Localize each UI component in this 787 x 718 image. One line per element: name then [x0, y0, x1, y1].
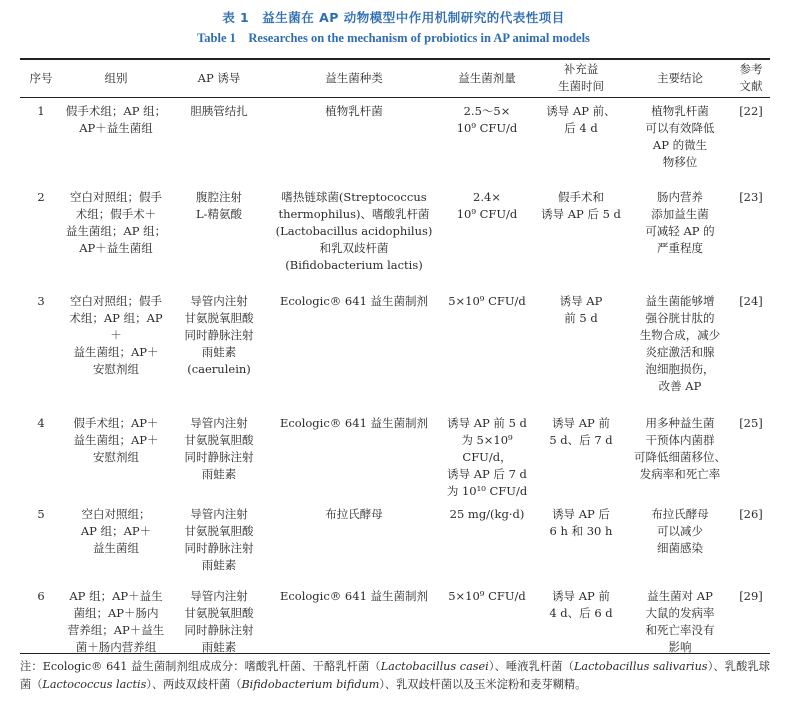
footnote-species-casei: Lactobacillus casei — [380, 660, 489, 673]
table-row — [20, 409, 770, 500]
header-induction: AP 诱导 — [197, 70, 241, 85]
table-caption-cn: 表 1 益生菌在 AP 动物模型中作用机制研究的代表性项目 — [222, 10, 565, 25]
cell-ref: [29] — [739, 589, 763, 603]
cell-induction: 导管内注射 甘氨脱氧胆酸 同时静脉注射 雨蛙素 — [184, 416, 254, 481]
cell-no: 3 — [37, 294, 45, 308]
footnote-text: ）、两歧双歧杆菌（ — [146, 677, 242, 691]
table-row — [20, 97, 770, 183]
cell-dose: 5×10⁹ CFU/d — [448, 294, 526, 308]
header-conclusion: 主要结论 — [657, 70, 703, 85]
cell-no: 4 — [37, 416, 45, 430]
table-footnote — [20, 658, 770, 693]
cell-conclusion: 肠内营养 添加益生菌 可减轻 AP 的 严重程度 — [645, 190, 715, 255]
header-group: 组别 — [104, 70, 128, 85]
cell-species: Ecologic® 641 益生菌制剂 — [279, 589, 429, 603]
cell-conclusion: 植物乳杆菌 可以有效降低 AP 的微生 物移位 — [645, 104, 715, 169]
header-dose: 益生菌剂量 — [458, 70, 516, 85]
cell-group: 空白对照组；假手 术组；假手术＋ 益生菌组；AP 组； AP＋益生菌组 — [65, 190, 167, 255]
cell-species: 嗜热链球菌(Streptococcus thermophilus)、嗜酸乳杆菌 (Lactobacillus acidophilus) 和乳双歧杆菌 (Bifidobacterium lactis) — [275, 190, 433, 272]
cell-no: 6 — [37, 589, 45, 603]
cell-species: Ecologic® 641 益生菌制剂 — [279, 294, 429, 308]
cell-no: 5 — [37, 507, 45, 521]
cell-group: AP 组；AP＋益生 菌组；AP＋肠内 营养组；AP＋益生 菌＋肠内营养组 — [67, 589, 165, 654]
cell-group: 假手术组；AP＋ 益生菌组；AP＋ 安慰剂组 — [73, 416, 159, 464]
cell-time: 诱导 AP 后 6 h 和 30 h — [549, 507, 613, 538]
cell-conclusion: 益生菌对 AP 大鼠的发病率 和死亡率没有 影响 — [645, 589, 715, 654]
cell-dose: 诱导 AP 前 5 d 为 5×10⁹ CFU/d， 诱导 AP 后 7 d 为 10¹⁰ CFU/d — [446, 416, 528, 498]
cell-time: 诱导 AP 前、 后 4 d — [546, 104, 616, 135]
cell-species: 植物乳杆菌 — [325, 104, 383, 118]
cell-conclusion: 用多种益生菌 干预体内菌群 可降低细菌移位、 发病率和死亡率 — [634, 416, 726, 481]
cell-ref: [26] — [739, 507, 763, 521]
cell-species: Ecologic® 641 益生菌制剂 — [279, 416, 429, 430]
cell-time: 假手术和 诱导 AP 后 5 d — [541, 190, 621, 221]
cell-induction: 导管内注射 甘氨脱氧胆酸 同时静脉注射 雨蛙素 (caerulein) — [184, 294, 254, 376]
cell-dose: 5×10⁹ CFU/d — [448, 589, 526, 603]
cell-ref: [22] — [739, 104, 763, 118]
cell-time: 诱导 AP 前 4 d、后 6 d — [549, 589, 613, 620]
table-row — [20, 183, 770, 287]
header-species: 益生菌种类 — [325, 70, 383, 85]
footnote-text: ）、乳双歧杆菌以及玉米淀粉和麦芽糊精。 — [379, 677, 587, 691]
cell-no: 2 — [37, 190, 45, 204]
cell-conclusion: 布拉氏酵母 可以减少 细菌感染 — [651, 507, 709, 555]
cell-group: 空白对照组；假手 术组；AP 组；AP＋ 益生菌组；AP＋ 安慰剂组 — [69, 294, 163, 376]
header-time: 补充益 生菌时间 — [558, 62, 604, 93]
cell-induction: 腹腔注射 L-精氨酸 — [195, 190, 243, 221]
cell-time: 诱导 AP 前 5 d、后 7 d — [549, 416, 613, 447]
cell-ref: [23] — [739, 190, 763, 204]
footnote-species-bifidum: Bifidobacterium bifidum — [241, 677, 380, 691]
table-row — [20, 582, 770, 662]
cell-induction: 导管内注射 甘氨脱氧胆酸 同时静脉注射 雨蛙素 — [184, 507, 254, 572]
cell-ref: [25] — [739, 416, 763, 430]
table-row — [20, 500, 770, 582]
header-row — [20, 59, 770, 97]
footnote-species-salivarius: Lactobacillus salivarius — [574, 660, 708, 673]
probiotics-table — [20, 59, 770, 662]
cell-dose: 2.4× 10⁹ CFU/d — [456, 190, 518, 221]
cell-dose: 25 mg/(kg·d) — [449, 507, 525, 521]
cell-group: 假手术组；AP 组； AP＋益生菌组 — [65, 104, 167, 135]
table-caption-en: Table 1 Researches on the mechanism of probiotics in AP animal models — [197, 31, 590, 45]
footnote-text: ）、唾液乳杆菌（ — [488, 660, 574, 673]
footnote-text: 注：Ecologic® 641 益生菌制剂组成成分：嗜酸乳杆菌、干酪乳杆菌（ — [20, 660, 381, 673]
table-row — [20, 287, 770, 409]
cell-induction: 导管内注射 甘氨脱氧胆酸 同时静脉注射 雨蛙素 — [184, 589, 254, 654]
cell-dose: 2.5～5× 10⁹ CFU/d — [456, 104, 518, 135]
header-ref: 参考 文献 — [739, 62, 763, 93]
cell-conclusion: 益生菌能够增 强谷胱甘肽的 生物合成，减少 炎症激活和腺 泡细胞损伤， 改善 AP — [639, 294, 721, 393]
footnote-text: ）、乳酸乳球菌（ — [20, 660, 770, 691]
cell-group: 空白对照组； AP 组；AP＋ 益生菌组 — [80, 507, 152, 555]
header-no: 序号 — [29, 70, 53, 85]
footnote-species-lactis: Lactococcus lactis — [42, 677, 147, 691]
cell-ref: [24] — [739, 294, 763, 308]
cell-time: 诱导 AP 前 5 d — [559, 294, 603, 325]
cell-induction: 胆胰管结扎 — [190, 104, 248, 118]
cell-no: 1 — [37, 104, 45, 118]
cell-species: 布拉氏酵母 — [325, 507, 383, 521]
